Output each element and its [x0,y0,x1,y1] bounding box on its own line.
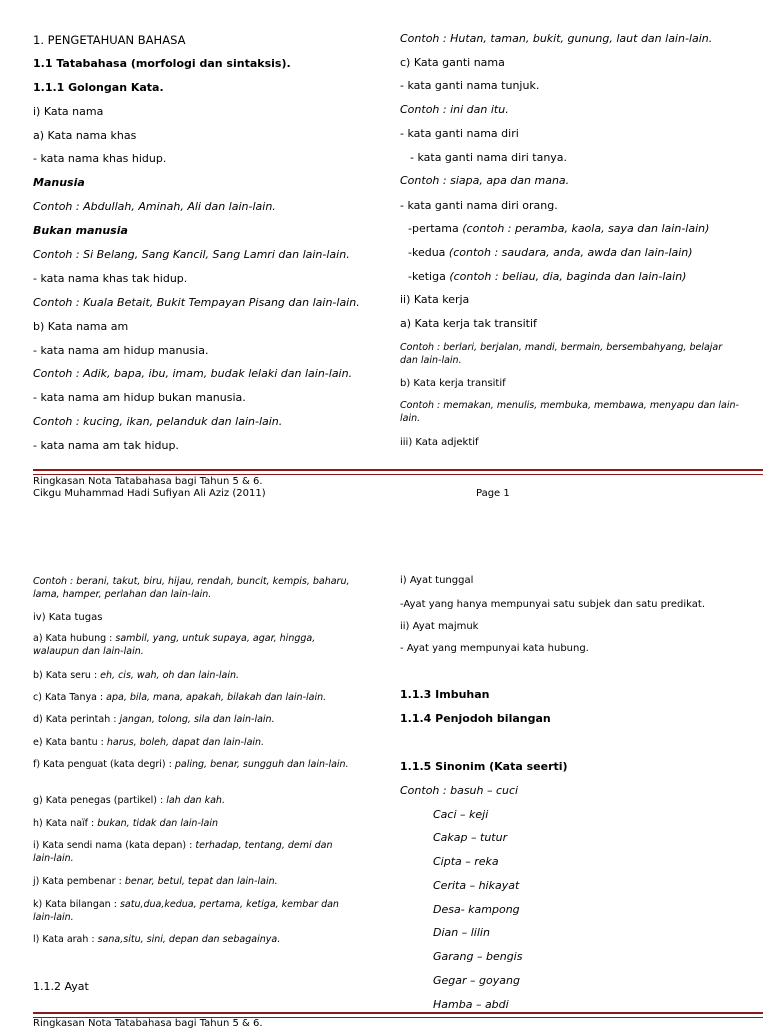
item-label: c) Kata Tanya : [33,692,107,703]
example-text: (contoh : saudara, anda, awda dan lain-lain) [448,246,693,259]
category-label: Bukan manusia [33,224,128,237]
example-line: Contoh : basuh – cuci [400,784,519,797]
item-example: eh, cis, wah, oh dan lain-lain. [100,670,240,681]
text-line: - kata nama am hidup manusia. [33,344,209,357]
item-example: jangan, tolong, sila dan lain-lain. [119,714,275,725]
subsection-heading: 1.1.2 Ayat [33,980,89,993]
list-item [33,714,353,727]
example-text: (contoh : beliau, dia, baginda dan lain-lain) [449,270,687,283]
synonym-pair: Cipta – reka [433,855,499,868]
subsection-heading: 1.1.4 Penjodoh bilangan [400,712,551,725]
synonym-pair: Hamba – abdi [433,998,509,1011]
list-item [33,818,353,831]
text-label: -kedua [408,246,449,259]
example-line: Contoh : Adik, bapa, ibu, imam, budak lelaki dan lain-lain. [33,367,353,380]
example-line: Contoh : Si Belang, Sang Kancil, Sang Lamri dan lain-lain. [33,248,350,261]
text-line: - Ayat yang mempunyai kata hubung. [400,643,589,654]
text-line: ii) Ayat majmuk [400,621,479,632]
text-line: a) Kata nama khas [33,129,137,142]
text-label: -pertama [408,222,463,235]
text-line: - kata ganti nama diri orang. [400,199,558,212]
text-line: -Ayat yang hanya mempunyai satu subjek dan satu predikat. [400,599,705,610]
item-label: l) Kata arah : [33,934,98,945]
list-item [33,692,353,705]
footer-title: Ringkasan Nota Tatabahasa bagi Tahun 5 & 6. [33,1018,263,1029]
text-line [408,270,686,284]
footer-title: Ringkasan Nota Tatabahasa bagi Tahun 5 & 6. [33,476,263,487]
item-label: b) Kata seru : [33,670,101,681]
item-example: sana,situ, sini, depan dan sebagainya. [97,934,281,945]
example-line: Contoh : Abdullah, Aminah, Ali dan lain-lain. [33,200,276,213]
list-item [33,633,353,658]
synonym-pair: Cakap – tutur [433,831,508,844]
example-line: Contoh : berlari, berjalan, mandi, bermain, bersembahyang, belajar dan lain-lain. [400,342,723,366]
item-label: h) Kata naïf : [33,818,98,829]
item-label: k) Kata bilangan : [33,899,120,910]
example-line: Contoh : siapa, apa dan mana. [400,174,570,187]
item-example: satu,dua,kedua, pertama, ketiga, kembar dan lain-lain. [33,899,339,923]
item-example: bukan, tidak dan lain-lain [97,818,219,829]
example-line: Contoh : memakan, menulis, membuka, membawa, menyapu dan lain-lain. [400,400,739,424]
synonym-pair: Garang – bengis [433,950,523,963]
item-label: j) Kata pembenar : [33,876,125,887]
text-line: ii) Kata kerja [400,293,470,306]
text-line: b) Kata kerja transitif [400,378,506,389]
text-line: b) Kata nama am [33,320,129,333]
footer-divider [33,469,763,471]
list-item [33,759,353,772]
list-item [33,737,353,750]
example-line: Contoh : berani, takut, biru, hijau, rendah, buncit, kempis, baharu, lama, hamper, perlahan dan lain-lain. [33,576,350,600]
item-label: i) Kata sendi nama (kata depan) : [33,840,196,851]
text-line: - kata ganti nama diri [400,127,519,140]
category-label: Manusia [33,176,85,189]
synonym-pair: Desa- kampong [433,903,520,916]
text-line [408,222,709,236]
text-line: iv) Kata tugas [33,612,103,623]
text-label: -ketiga [408,270,450,283]
text-line: i) Ayat tunggal [400,575,474,586]
item-example: benar, betul, tepat dan lain-lain. [124,876,278,887]
text-line: a) Kata kerja tak transitif [400,317,537,330]
text-line: i) Kata nama [33,105,104,118]
example-line: Contoh : ini dan itu. [400,103,509,116]
item-example: apa, bila, mana, apakah, bilakah dan lain-lain. [106,692,327,703]
text-line: - kata nama khas tak hidup. [33,272,188,285]
section-heading: 1. PENGETAHUAN BAHASA [33,33,186,47]
item-example: lah dan kah. [166,795,225,806]
synonym-pair: Cerita – hikayat [433,879,520,892]
synonym-pair: Dian – lilin [433,926,490,939]
list-item [33,876,353,889]
item-label: d) Kata perintah : [33,714,120,725]
page-number: Page 1 [476,488,510,499]
text-line: iii) Kata adjektif [400,437,479,448]
text-line: - kata ganti nama diri tanya. [410,151,568,164]
subsection-heading: 1.1.1 Golongan Kata. [33,81,164,94]
list-item [33,670,353,683]
footer-divider [33,474,763,475]
item-label: f) Kata penguat (kata degri) : [33,759,175,770]
example-line: Contoh : Kuala Betait, Bukit Tempayan Pisang dan lain-lain. [33,296,360,309]
item-label: g) Kata penegas (partikel) : [33,795,167,806]
list-item [33,899,358,924]
list-item [33,840,353,865]
item-example: terhadap, tentang, demi dan lain-lain. [33,840,333,864]
text-line: - kata nama am hidup bukan manusia. [33,391,246,404]
example-line: Contoh : kucing, ikan, pelanduk dan lain-lain. [33,415,283,428]
subsection-heading: 1.1.5 Sinonim (Kata seerti) [400,760,568,773]
text-line: - kata ganti nama tunjuk. [400,79,540,92]
example-line: Contoh : Hutan, taman, bukit, gunung, laut dan lain-lain. [400,32,713,45]
subsection-heading: 1.1.3 Imbuhan [400,688,490,701]
example-text: (contoh : peramba, kaola, saya dan lain-lain) [462,222,710,235]
footer-author: Cikgu Muhammad Hadi Sufiyan Ali Aziz (2011) [33,488,266,499]
list-item [33,795,353,808]
footer-divider [33,1012,763,1014]
text-line: - kata nama am tak hidup. [33,439,179,452]
item-example: paling, benar, sungguh dan lain-lain. [174,759,349,770]
synonym-pair: Caci – keji [433,808,489,821]
text-line [408,246,693,260]
item-label: a) Kata hubung : [33,633,116,644]
subsection-heading: 1.1 Tatabahasa (morfologi dan sintaksis). [33,57,291,70]
synonym-pair: Gegar – goyang [433,974,520,987]
text-line: - kata nama khas hidup. [33,152,167,165]
item-label: e) Kata bantu : [33,737,107,748]
list-item [33,934,353,947]
item-example: harus, boleh, dapat dan lain-lain. [106,737,265,748]
item-example: sambil, yang, untuk supaya, agar, hingga, walaupun dan lain-lain. [33,633,316,657]
text-line: c) Kata ganti nama [400,56,505,69]
